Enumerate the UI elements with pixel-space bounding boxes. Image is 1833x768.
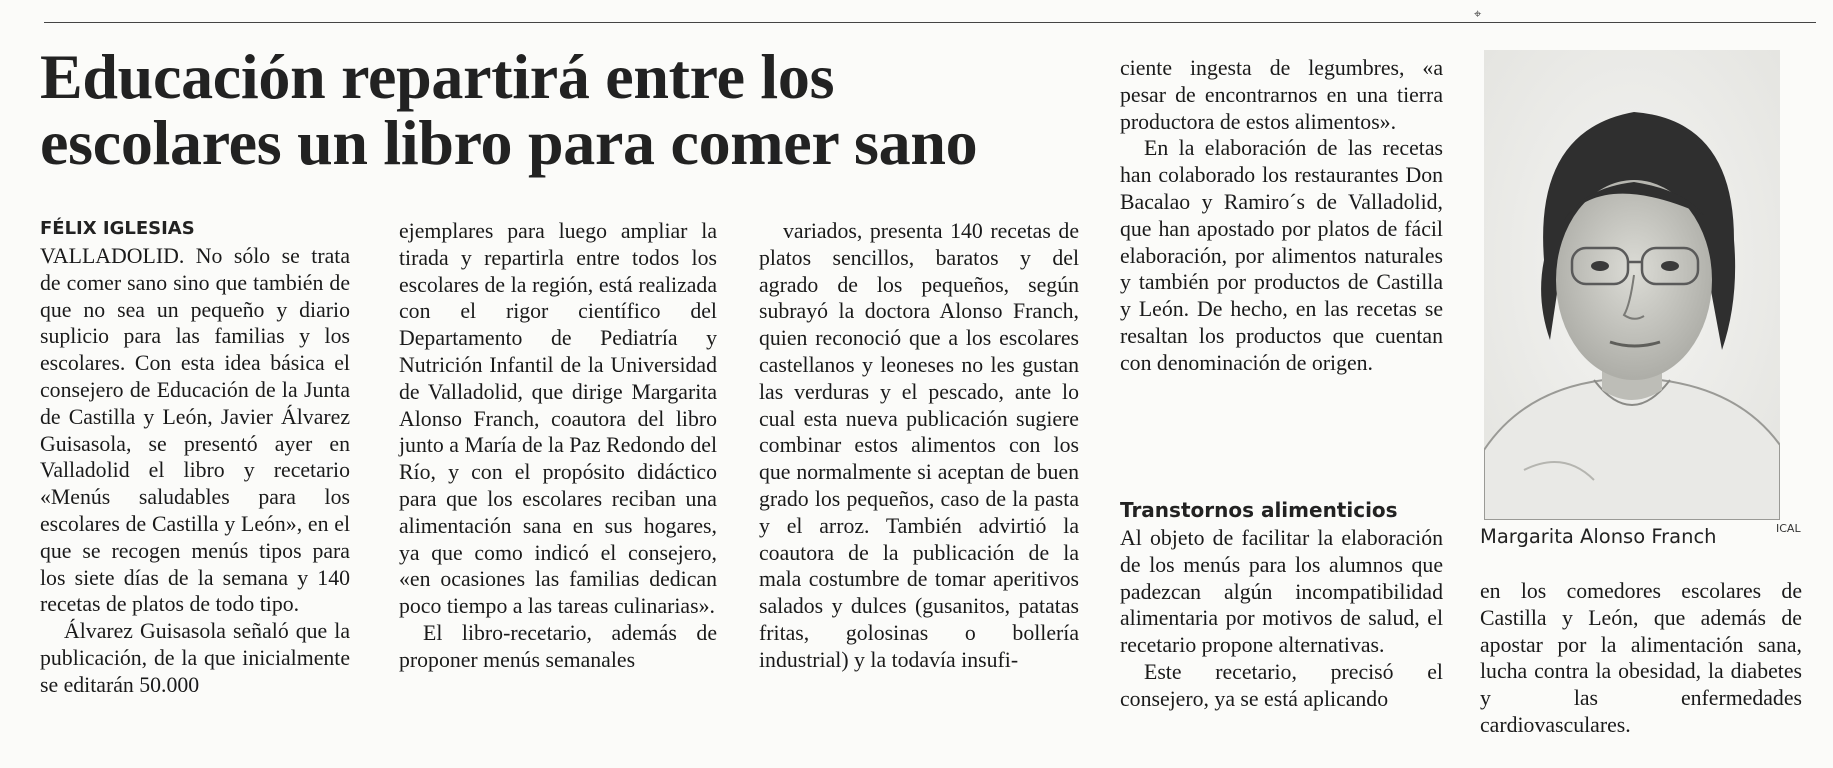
article-column-4-continued — [1120, 525, 1443, 713]
article-column-3 — [759, 218, 1079, 674]
column-4-paragraph-3: Al objeto de facilitar la elaboración de los menús para los alumnos que padezcan algún incompatibilidad alimentaria por motivos de salud, el recetario propone alternativas. — [1120, 526, 1443, 658]
photo-credit: ICAL — [1776, 522, 1801, 535]
column-5-paragraph-1: en los comedores escolares de Castilla y León, que además de apostar por la alimentación sana, lucha contra la obesidad, la diabetes y las enfermedades cardiovasculares. — [1480, 579, 1802, 737]
portrait-illustration — [1484, 50, 1780, 520]
article-column-4 — [1120, 55, 1443, 377]
top-rule — [44, 22, 1816, 23]
portrait-photo — [1484, 50, 1780, 520]
column-2-paragraph-2: El libro-recetario, además de proponer menús semanales — [399, 620, 717, 672]
column-2-paragraph-1: ejemplares para luego ampliar la tirada y repartirla entre todos los escolares de la región, está realizada con el rigor científico del Departamento de Pediatría y Nutrición Infantil de la Universidad de Valladolid, que dirige Margarita Alonso Franch, coautora del libro junto a María de la Paz Redondo del Río, y con el propósito didáctico para que los escolares reciban una alimentación sana en sus hogares, ya que como indicó el consejero, «en ocasiones las familias dedican poco tiempo a las tareas culinarias». — [399, 219, 717, 619]
column-1-paragraph-2: Álvarez Guisasola señaló que la publicación, de la que inicialmente se editarán 50.000 — [40, 619, 350, 697]
section-subheading: Transtornos alimenticios — [1120, 498, 1398, 522]
column-4-paragraph-1: ciente ingesta de legumbres, «a pesar de encontrarnos en una tierra productora de estos alimentos». — [1120, 56, 1443, 134]
byline: FÉLIX IGLESIAS — [40, 218, 195, 239]
article-column-1 — [40, 243, 350, 699]
article-column-5 — [1480, 578, 1802, 739]
column-1-paragraph-1: No sólo se trata de comer sano sino que también de que no sea un pequeño y diario suplicio para las familias y los escolares. Con esta idea básica el consejero de Educación de la Junta de Castilla y León, Javier Álvarez Guisasola, se presentó ayer en Valladolid el libro y recetario «Menús saludables para los escolares de Castilla y León», en el que se recogen menús tipos para los siete días de la semana y 140 recetas de platos de todo tipo. — [40, 244, 350, 617]
column-4-paragraph-2: En la elaboración de las recetas han colaborado los restaurantes Don Bacalao y Ramiro´s de Valladolid, que han apostado por platos de fácil elaboración, por alimentos naturales y también por productos de Castilla y León. De hecho, en las recetas se resaltan los productos que cuentan con denominación de origen. — [1120, 136, 1443, 375]
column-4-paragraph-4: Este recetario, precisó el consejero, ya se está aplicando — [1120, 659, 1443, 711]
photo-caption: Margarita Alonso Franch — [1480, 525, 1717, 548]
headline: Educación repartirá entre los escolares un libro para comer sano — [40, 41, 978, 178]
column-3-paragraph-1: variados, presenta 140 recetas de platos sencillos, baratos y del agrado de los pequeños, según subrayó la doctora Alonso Franch, quien reconoció que a los escolares castellanos y leoneses no les gustan las verduras y el pescado, ante lo cual esta nueva publicación sugiere combinar estos alimentos con los que normalmente si aceptan de buen grado los pequeños, caso de la pasta y el arroz. También advirtió la coautora de la publicación de la mala costumbre de tomar aperitivos salados y dulces (gusanitos, patatas fritas, golosinas o bollería industrial) y la todavía insufi- — [759, 219, 1079, 672]
dateline: VALLADOLID. — [40, 244, 185, 268]
article-column-2 — [399, 218, 717, 674]
crosshair-icon: ⌖ — [1474, 7, 1482, 22]
